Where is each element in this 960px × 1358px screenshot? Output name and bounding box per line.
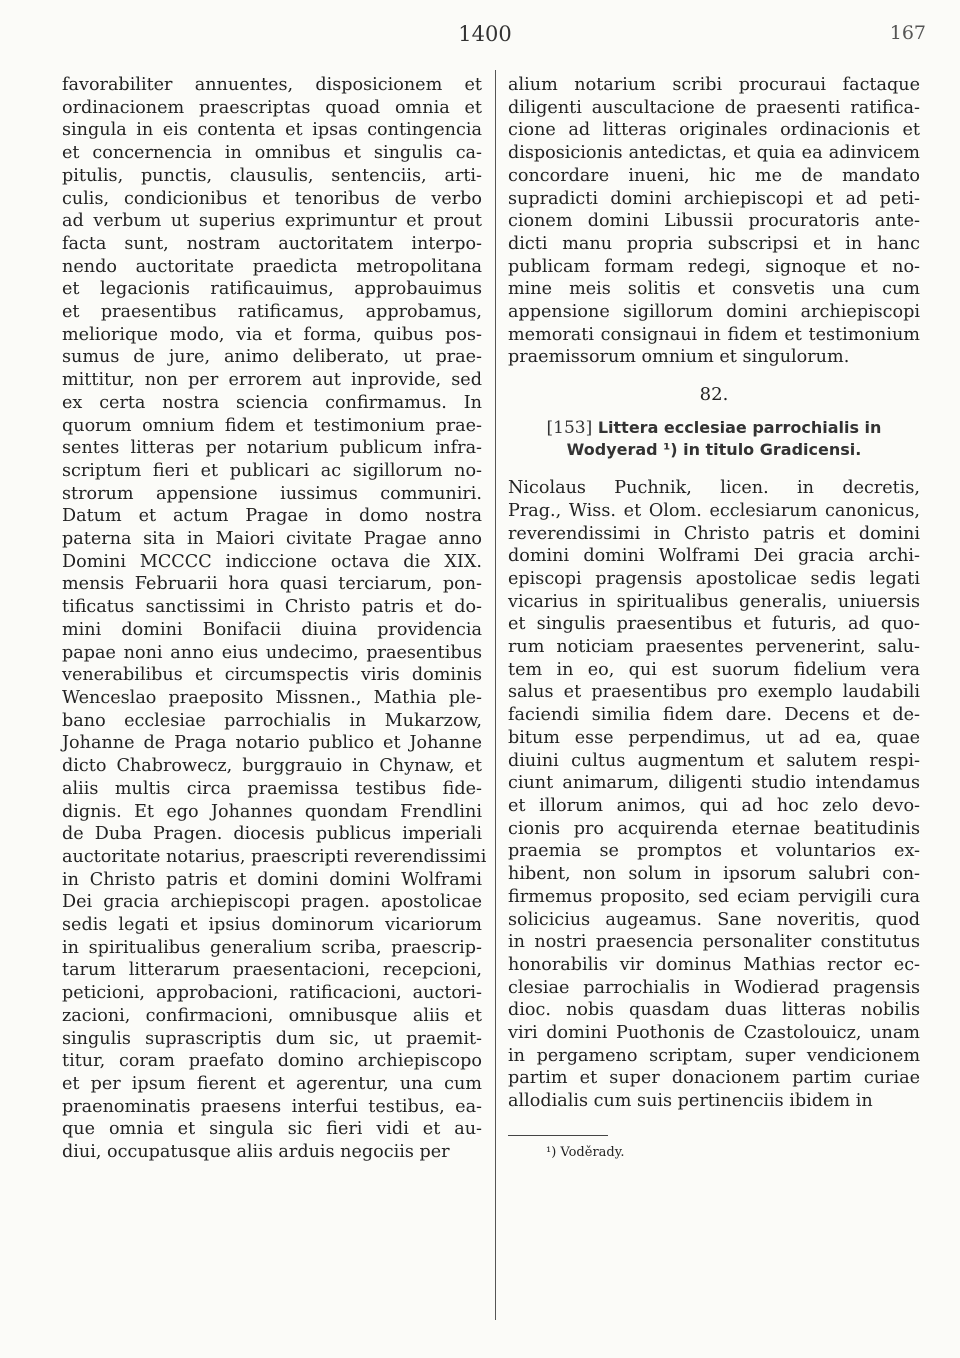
- text-line: praemia se promptos et voluntarios ex-: [508, 841, 920, 862]
- document-title-line-2: Wodyerad ¹) in titulo Gradicensi.: [566, 440, 862, 460]
- text-line: et concernencia in omnibus et singulis ca-: [62, 143, 482, 164]
- text-line: tarum litterarum praesentacioni, recepcioni,: [62, 960, 482, 981]
- text-line: in Christo patris et domini domini Wolframi: [62, 869, 482, 890]
- text-line: alium notarium scribi procuraui factaque: [508, 75, 920, 95]
- text-line: bano ecclesiae parrochialis in Mukarzow,: [62, 710, 482, 731]
- text-line: faciendi similia fidem dare. Decens et de-: [508, 705, 920, 726]
- text-line: publicam formam redegi, signoque et no-: [508, 256, 920, 277]
- text-line: ex certa nostra sciencia confirmamus. In: [62, 392, 482, 413]
- text-line: dicto Chabrowecz, burggrauio in Chynaw, et: [62, 756, 482, 777]
- document-number: 82.: [699, 384, 729, 406]
- text-line: Wenceslao praeposito Missnen., Mathia ple-: [62, 687, 482, 708]
- text-line: rum noticiam praesentes pervenerint, salu-: [508, 637, 920, 658]
- text-line: zacioni, confirmacioni, omnibusque aliis et: [62, 1005, 482, 1026]
- text-line: papae noni anno eius undecimo, praesentibus: [62, 642, 482, 663]
- document-title-text-1: Littera ecclesiae parrochialis in: [597, 418, 882, 438]
- text-line: quorum omnium fidem et testimonium prae-: [62, 415, 482, 436]
- page-number: 167: [889, 22, 926, 44]
- text-line: et per ipsum fierent et agerentur, una cum: [62, 1073, 482, 1094]
- text-line: vicarius in spiritualibus generalis, uniuersis: [508, 591, 920, 612]
- text-line: tificatus sanctissimi in Christo patris et do-: [62, 597, 482, 618]
- text-line: mine meis solitis et consvetis una cum: [508, 279, 920, 300]
- text-line: concordare inueni, hic me de mandato: [508, 165, 920, 186]
- footnote-rule: [508, 1135, 608, 1136]
- text-line: ciunt animarum, diligenti studio intendamus: [508, 773, 920, 794]
- text-line: memorati consignaui in fidem et testimonium: [508, 324, 920, 345]
- text-line: scriptum fieri et publicari ac sigillorum no-: [62, 460, 482, 481]
- text-line: disposicionis antedictas, et quia ea adinvicem: [508, 143, 920, 164]
- right-column-continuation: [508, 74, 920, 369]
- text-line: Johanne de Praga notario publico et Johanne: [62, 733, 482, 754]
- text-line: mini domini Bonifacii diuina providencia: [62, 619, 482, 640]
- text-line: dioc. nobis quasdam duas litteras nobilis: [508, 1000, 920, 1021]
- text-line: Dei gracia archiepiscopi pragen. apostolicae: [62, 892, 482, 913]
- text-line: et illorum animos, qui ad hoc zelo devo-: [508, 795, 920, 816]
- text-line: de Duba Pragen. diocesis publicus imperiali: [62, 824, 482, 845]
- document-title: [508, 417, 920, 461]
- right-column: [508, 74, 920, 1162]
- text-line: Prag., Wiss. et Olom. ecclesiarum canonicus,: [508, 500, 920, 521]
- text-line: Domini MCCCC indiccione octava die XIX.: [62, 551, 482, 572]
- text-line: supradicti domini archiepiscopi et ad peti-: [508, 188, 920, 209]
- document-body: [508, 477, 920, 1113]
- text-line: titur, coram praefato domino archiepiscopo: [62, 1051, 482, 1072]
- document-title-number: [153]: [546, 418, 593, 439]
- text-line: strorum appensione iussimus communiri.: [62, 483, 482, 504]
- text-line: cionem domini Libussii procuratoris ante-: [508, 211, 920, 232]
- text-line: ad verbum ut superius exprimuntur et prout: [62, 211, 482, 232]
- text-line: cione ad litteras originales ordinacionis et: [508, 120, 920, 141]
- text-line: venerabilibus et circumspectis viris dominis: [62, 665, 482, 686]
- text-line: favorabiliter annuentes, disposicionem et: [62, 75, 482, 95]
- text-line: et praesentibus ratificamus, approbamus,: [62, 302, 482, 323]
- text-line: mittitur, non per errorem aut inprovide, sed: [62, 370, 482, 391]
- text-line: et legacionis ratificauimus, approbauimus: [62, 279, 482, 300]
- text-line: honorabilis vir dominus Mathias rector ec-: [508, 954, 920, 975]
- text-line: que omnia et singula sic fieri vidi et au-: [62, 1119, 482, 1140]
- text-line: dicti manu propria subscripsi et in hanc: [508, 233, 920, 254]
- text-line: Datum et actum Pragae in domo nostra: [62, 506, 482, 527]
- text-line: ordinacionem praescriptas quoad omnia et: [62, 97, 482, 118]
- text-line: partim et super donacionem partim curiae: [508, 1068, 920, 1089]
- year-heading: 1400: [458, 22, 512, 46]
- text-line: facta sunt, nostram auctoritatem interpo-: [62, 233, 482, 254]
- text-line: singulis suprascriptis dum sic, ut praemit-: [62, 1028, 482, 1049]
- text-line: cionis pro acquirenda eternae beatitudinis: [508, 818, 920, 839]
- text-line: bitum esse perpendimus, ut ad ea, quae: [508, 727, 920, 748]
- text-line: reverendissimi in Christo patris et domini: [508, 523, 920, 544]
- text-line: diligenti auscultacione de praesenti ratifica-: [508, 97, 920, 118]
- text-line: salus et praesentibus pro exemplo laudabili: [508, 682, 920, 703]
- text-line: mensis Februarii hora quasi terciarum, pon-: [62, 574, 482, 595]
- text-line: dignis. Et ego Johannes quondam Frendlini: [62, 801, 482, 822]
- column-divider: [495, 70, 496, 1320]
- document-title-line-1: [508, 417, 920, 439]
- text-line: appensione sigillorum domini archiepiscopi: [508, 302, 920, 323]
- text-line: diui, occupatusque aliis arduis negociis per: [62, 1142, 450, 1163]
- text-line: episcopi pragensis apostolicae sedis legati: [508, 568, 920, 589]
- text-line: culis, condicionibus et tenoribus de verbo: [62, 188, 482, 209]
- text-line: nendo auctoritate praedicta metropolitana: [62, 256, 482, 277]
- text-line: hibent, non solum in ipsorum salubri con-: [508, 864, 920, 885]
- text-line: sedis legati et ipsius dominorum vicariorum: [62, 915, 482, 936]
- text-line: et singulis praesentibus et futuris, ad quo-: [508, 614, 920, 635]
- text-line: diuini cultus augmentum et salutem respi-: [508, 750, 920, 771]
- text-line: in spiritualibus generalium scriba, praescrip-: [62, 937, 482, 958]
- footnote: ¹) Voděrady.: [546, 1144, 625, 1160]
- text-line: sumus de jure, animo deliberato, ut prae-: [62, 347, 482, 368]
- text-line: viri domini Puothonis de Czastolouicz, unam: [508, 1023, 920, 1044]
- text-line: praemissorum omnium et singulorum.: [508, 347, 850, 368]
- text-line: pitulis, punctis, clausulis, sentenciis, arti-: [62, 165, 482, 186]
- text-line: firmemus proposito, sed eciam pervigili cura: [508, 886, 920, 907]
- text-line: auctoritate notarius, praescripti reverendissimi: [62, 846, 487, 867]
- text-line: sentes litteras per notarium publicum infra-: [62, 438, 482, 459]
- text-line: tem in eo, qui est suorum fidelium vera: [508, 659, 920, 680]
- text-line: peticioni, approbacioni, ratificacioni, auctori-: [62, 983, 482, 1004]
- text-line: in nostri praesencia personaliter constitutus: [508, 932, 920, 953]
- text-line: meliorique modo, via et forma, quibus pos-: [62, 324, 482, 345]
- text-line: singula in eis contenta et ipsas contingencia: [62, 120, 482, 141]
- text-line: allodialis cum suis pertinenciis ibidem in: [508, 1091, 873, 1112]
- text-line: in pergameno scriptam, super vendicionem: [508, 1045, 920, 1066]
- text-line: clesiae parrochialis in Wodierad pragensis: [508, 977, 920, 998]
- text-line: praenominatis praesens interfui testibus, ea-: [62, 1096, 482, 1117]
- text-line: domini domini Wolframi Dei gracia archi-: [508, 546, 920, 567]
- left-column: [62, 74, 487, 1164]
- text-line: paterna sita in Maiori civitate Pragae anno: [62, 529, 482, 550]
- text-line: aliis multis circa praemissa testibus fide-: [62, 778, 482, 799]
- text-line: solicicius augeamus. Sane noveritis, quod: [508, 909, 920, 930]
- text-line: Nicolaus Puchnik, licen. in decretis,: [508, 478, 920, 499]
